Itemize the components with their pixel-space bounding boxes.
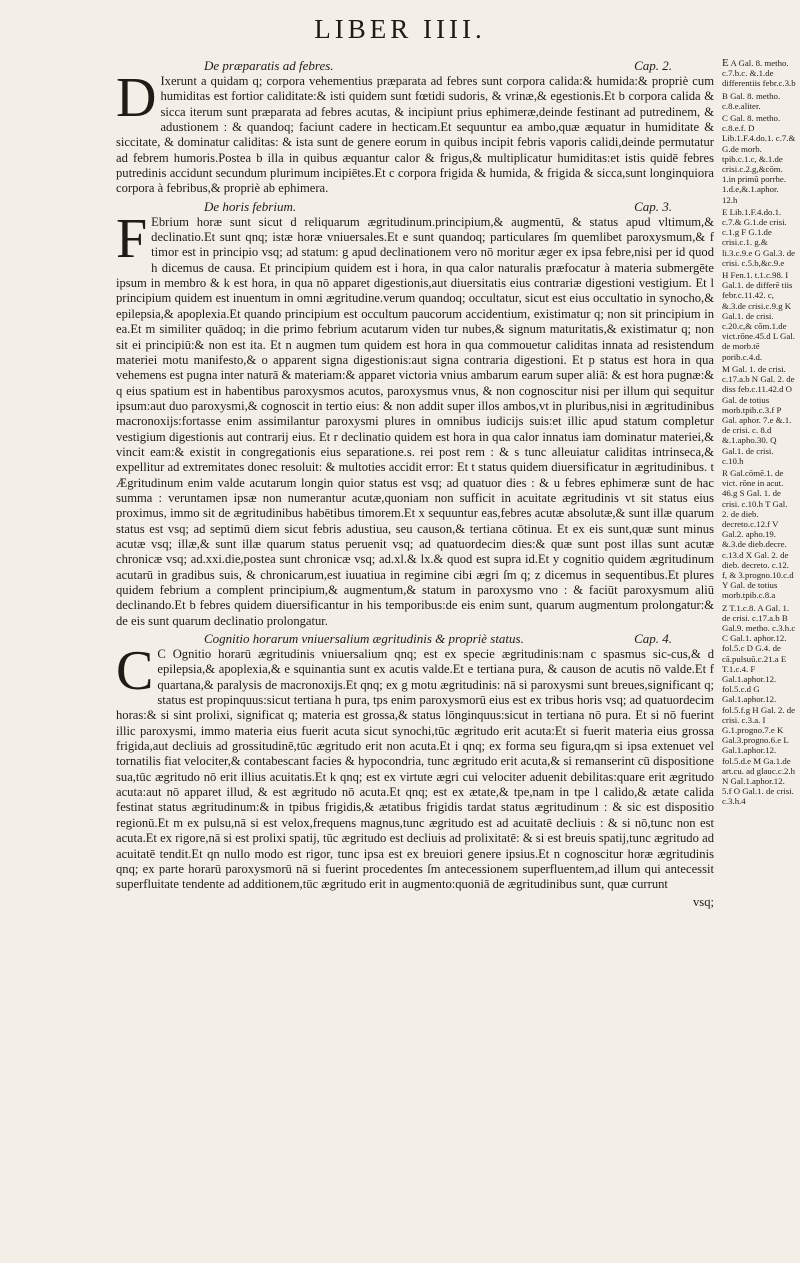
margin-note [722,364,796,466]
chapter-number-2: Cap. 3. [634,198,672,214]
section-body-1 [116,67,714,197]
margin-note [722,207,796,268]
drop-cap-1: D [116,67,157,129]
running-head: LIBER IIII. [314,14,486,44]
margin-note-text: E Lib.1.F.4.do.1. c.7.& G.1.de crisi. c.1.g F G.1.de crisi.c.1. g.& li.3.c.9.e G Gal.3. de crisi. c.5.b,&c.9.e [722,206,796,268]
margin-letter: E [722,57,729,69]
margin-note-text: M Gal. 1. de crisi. c.17.a.b N Gal. 2. de diss feb.c.11.42.d O Gal. de totius morb.tpib.c.3.f P Gal. aphor. 7.e &.1. de crisi. c. 8.d &.1.apho.30. Q Gal.1. de crisi. c.10.h [722,363,795,466]
section-title-1: De præparatis ad febres. [204,58,334,73]
margin-note [722,270,796,362]
margin-note-text: B Gal. 8. metho. c.8.e.aliter. [722,90,781,111]
catchword: vsq; [693,894,714,909]
margin-note-text: Z T.1.c.8. A Gal. 1. de crisi. c.17.a.b B Gal.9. metho. c.3.h.c C Gal.1. aphor.12. fol.5.c D G.4. de cā.pulsuū.c.21.a E T.1.c.4. F Gal.1.aphor.12. fol.5.c.d G Gal.1.aphor.12. fol.5.f.g H Gal. 2. de crisi. c.3.a. I G.1.progno.7.e K Gal.3.progno.6.e L Gal.1.aphor.12. fol.5.d.e M Ga.1.de art.cu. ad glauc.c.2.h N Gal.1.aphor.12. 5.f O Gal.1. de crisi. c.3.h.4 [722,602,796,807]
section-text-1: Ixerunt a quidam q; corpora vehementius præparata ad febres sunt corpora calida:& humida:& propriè cum humiditas est fortior caliditate:& isti quidem sunt fœtidi sudoris, & vrinæ,& egestionis.Et b corpora calida & sicca iterum sunt præparata ad febres acutas, & incipiunt prius ephimeræ,deinde festinant ad putredinem, & adustionem : & quandoq; faciunt cadere in hecticam.Et sequuntur ea ambo,quæ æquatur in humiditate & siccitate, & dominatur caliditas: & ista sunt de genere eorum in quibus incipit febris vaporis calidi,deinde permutatur ad febrem humoris.Postea b illa in quibus æquantur calor & frigus,& multiplicatur humiditas:et istis quidē febres putredinis accidunt secundum plurimum incipiētes.Et c corpora frigida & humida, & frigida & sicca,sunt longinquiora corpora à febribus,& propriè ab ephimera. [116,74,714,196]
section-body-3 [116,640,714,893]
margin-note-text: C Gal. 8. metho. c.8.e.f. D Lib.1.F.4.do.1. c.7.& G.de morb. tpib.c.1.c, &.1.de crisi.c.2.g,&cōm. 1.in primū porrhe. 1.d.e,&.1.aphor. 12.h [722,113,796,205]
margin-note [722,91,796,111]
margin-note [722,58,796,89]
margin-note-text: R Gal.cōmē.1. de vict. rōne in acut. 46.g S Gal. 1. de crisi. c.10.h T Gal. 2. de dieb. decreto.c.12.f V Gal.2. apho.19. &.3.de dieb.decre. c.13.d X Gal. 2. de dieb. decreto. c.12. f, & 3.progno.10.c.d Y Gal. de totius morb.tpib.c.8.a [722,467,794,601]
section-title-2: De horis febrium. [204,198,297,214]
section-heading-2 [116,199,714,215]
margin-notes [722,58,796,809]
drop-cap-2: F [116,207,148,270]
margin-note [722,113,796,205]
margin-note-text: A Gal. 8. metho. c.7.b.c. &.1.de differentiis febr.c.3.b [722,58,796,89]
section-heading-3 [116,631,714,647]
section-text-3: C Ognitio horarū ægritudinis vniuersalium qnq; est ex specie ægritudinis:nam c spasmus sic-cus,& d epilepsia,& apoplexia,& e squinantia sunt ex acutis valde.Et e tertiana pura, & causon de acutis nō valde.Et f quartana,& paralysis de macronoxijs.Et qnq; ex g motu ægritudinis: nā si paroxysmi sunt breues,significant q; status est propinquus:sicut tertiana h pura, tps enim paroxysmorū eius est ex tribus horis vsq; ad quatuordecim horas:& si sint prolixi, significat q; materia est grossa,& status lōnginquus:sicut in tertiana nō pura. Et si nō fuerint illic paroxysmi, immo materia eius fuerit acuta sicut synochi,tūc ægritudo erit acuta:Et si fuerit materia eius grossa frigida,aut decliuis ad grossitudinē,tūc ægritudo erit non acuta.Et i qnq; ex forma seu figura,qm si ipsa extenuet vel tornatilis fiat velociter,& contabescant facies & hypocondria, tunc ægritudo erit acuta,& si remanserint cū dispositione sua,tūc ægritudo nō erit illius acuitatis.Et k qnq; est ex virtute ægri cui velociter aduenit debilitas:quare erit ægritudo acuta:aut nō apparet illud, & est ægritudo nō acuta.Et qnq; est ex ætate,& tpe,nam in tpe l calido,& ætate calida festinat status ægritudinum:& in tpibus frigidis,& ætatibus frigidis tardat status ægritudinum : & sic est dispositio regionū.Et m ex pulsu,nā si est velox,frequens magnus,tunc ægritudo est ad acuitatē decliuis : & si nō,tunc non est acuta.Et ex rigore,nā si est prolixi spatij, tūc ægritudo est decliuis ad prolixitatē: & si est breuis spatij,tunc ægritudo ad acuitatē tendit.Et qn nullo modo est rigor, tunc ipsa est ex breuiori genere ipsius.Et n cognoscitur horæ ægritudinis qnq; ex parte horarū paroxysmorū nā si fuerint procedentes ſm antecessionem superfluentem,ad illum qui antecessit superfluitate tendente ad additionem,tūc ægritudo erit in augmento:quoniā de ægritudinibus sunt, quæ currunt [116,647,714,892]
section-text-2: Ebrium horæ sunt sicut d reliquarum ægritudinum.principium,& augmentū, & status apud vltimum,& declinatio.Et sunt qnq; istæ horæ vniuersales.Et e sunt quandoq; particulares ſm quemlibet paroxysmum,& f timor est in principio vsq; ad statum: g apud declinationem vero nō moritur æger ex ipsa febre,nisi per id quod h dicemus de causa. Et principium quidem est i hora, in qua calor naturalis præfocatur à materia submergēte ipsum in membro & k est hora, in qua nō apparet digestionis,aut diuersitatis eius contrariæ digestioni vestigium. Et l principium quidem est inuentum in omni ægritudine.verum quandoq; occultatur, sicut est eius occultatio in synocho,& epilepsia,& apoplexia.Et quando principium est occultum paucorum accidentium, existimatur q; non sit principium in ea.Et m similiter quādoq; in die primo febrium acutarum viden tur nubes,& signum maturitatis,& existimatur q; non sit ei principiū:& non est ita. Et n augmen tum quidem est hora in qua commouetur caliditas innata ad resistendum materiei motu manifesto,& o apparent signa digestionis:aut signa contraria digestioni. Et p status est hora in qua vehemens est pugna inter naturā & materiam:& apparet victoria vnius ambarum earum super aliā: & est hora pugnæ:& q eius spatium est in habentibus paroxysmos acutos, paroxysmus vnus, & non cognoscitur nisi per illum qui sequitur ipsum:aut duo paroxysmi,& cognoscit in tertio eius: & non addit super illos ambos,vt in pluribus,nisi in ægritudinibus macronoxijs:fortasse enim assimilantur paroxysmi plures in omnibus iudicijs suis:et illic apud statum completur vestigium digestionis aut contrarij eius. Et r declinatio quidem est hora in qua calor innatus iam dominatur materiei,& vincit eam:& existit in congregationis eius separatione.s. rei post rem : & s tunc alleuiatur caliditas intrinseca,& expellitur ad extremitates donec resoluit: & multoties accidit error: Et t status quidem diuersificatur in ægritudinibus. t Ægritudinum enim valde acutarum longin quior status est vsq; ad quatuor dies : & u febres ephimeræ sunt de hac summa : veruntamen ipsæ non numerantur acutæ,quoniam non sufficit in acuitate ægritudinis vt sit status eius proximus, immo sit de ægritudinibus habētibus timorem.Et x sequuntur eas,febres acutæ absolutæ,& sunt illæ quarum status est vsq; ad septimū diem sicut febris adustiua, seu causon,& tertiana cōtinua. Et ex eis sunt,quæ sunt minus acutæ vsq; illæ,& sunt illæ quarum status peruenit vsq; ad quatuordecim dies:& quæ sunt post illas sunt acutæ chronicæ vsq; ad.xxi.die,postea sunt chronicæ vsq; ad.xl.& lx.& quod est supra id.Et y cognitio quidem ægritudinum acutarū in gradibus suis, & chronicarum,est iuuatiua in regimine cibi ægri ſm q; z dicemus in sequentibus.Et plures quidem febrium a complent principium,& augmentum,& statum in paroxysmo vno : & faciūt paroxysmum aliū declinando.Et b febres quidem diuersificantur in his temporibus:de eis enim sunt, quarum augmentum prolongatur:& de eis sunt quarum declinatio prolongatur. [116,214,714,628]
section-heading-1 [116,58,714,74]
main-column [116,58,714,910]
chapter-number-1: Cap. 2. [634,58,672,73]
margin-note-text: H Fen.1. t.1.c.98. I Gal.1. de differē tiis febr.c.11.42. c, &.3.de crisi.c.9.g K Gal.1. de crisi. c.20.c,& cōm.1.de vict.rōne.45.d L Gal. de morb.tē porib.c.4.d. [722,270,795,362]
margin-note [722,468,796,601]
section-body-2 [116,207,714,629]
drop-cap-3: C [116,640,154,703]
chapter-number-3: Cap. 4. [634,631,672,647]
section-title-3: Cognitio horarum vniuersalium ægritudinis & propriè status. [204,631,524,647]
margin-note [722,603,796,807]
